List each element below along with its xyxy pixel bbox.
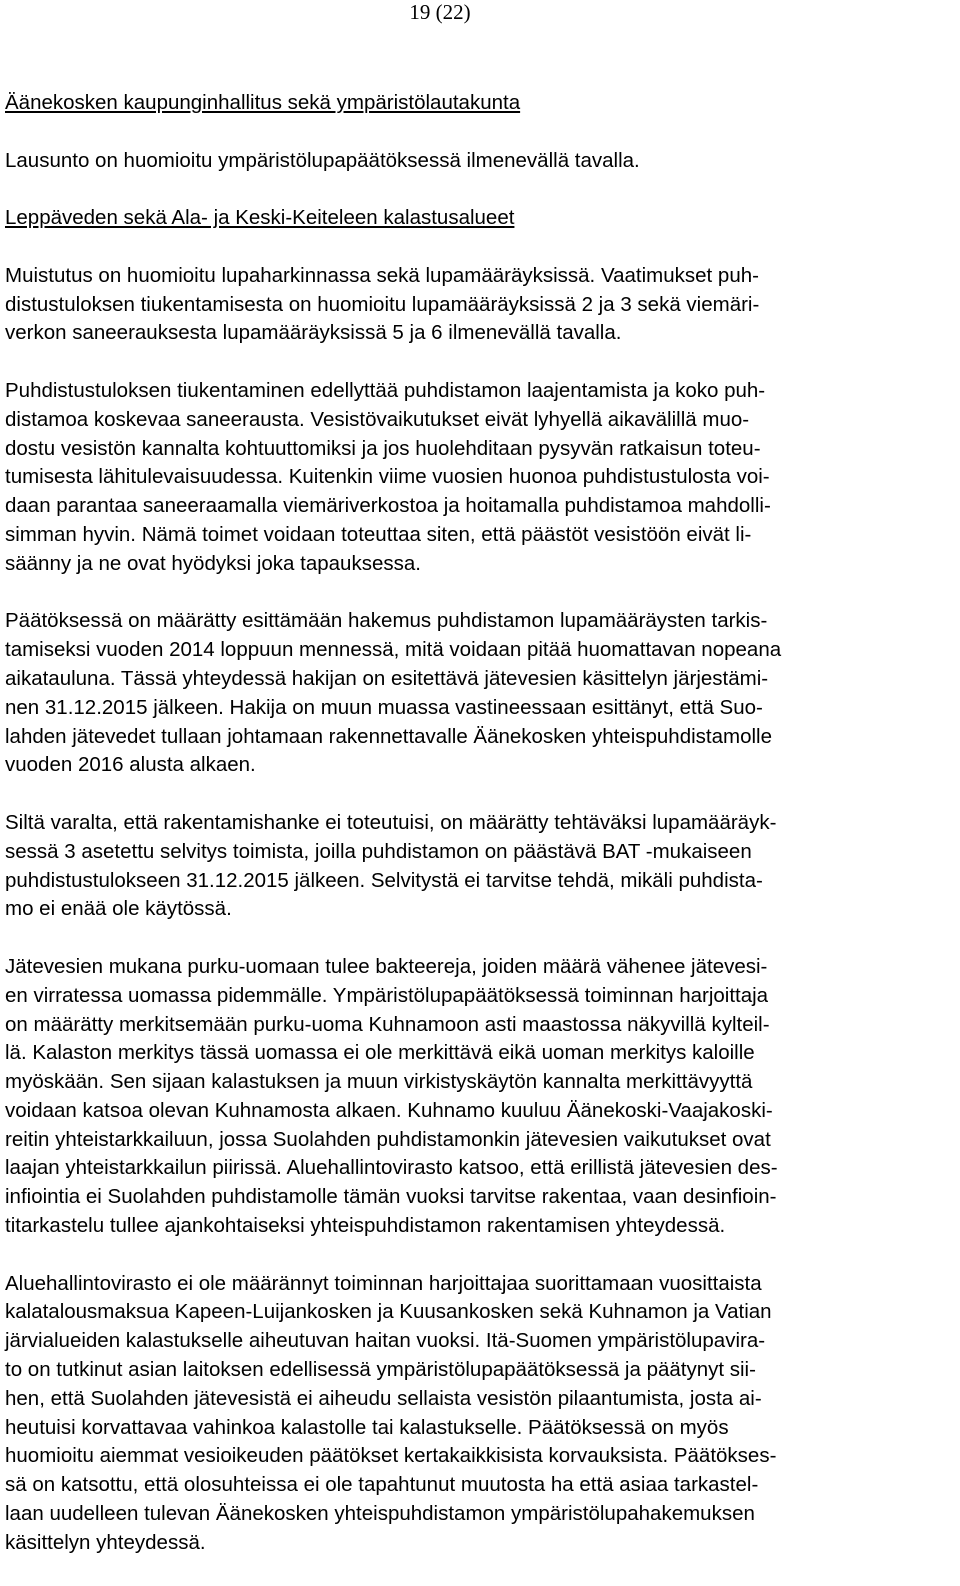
text-line: en virratessa uomassa pidemmälle. Ympäristölupapäätöksessä toiminnan harjoittaja (5, 983, 769, 1007)
text-line: infiointia ei Suolahden puhdistamolle tämän vuoksi tarvitse rakentaa, vaan desinfioin- (5, 1185, 777, 1209)
text-line: hen, että Suolahden jätevesistä ei aiheudu sellaista vesistön pilaantumista, josta ai- (5, 1386, 762, 1410)
text-line: distamoa koskevaa saneerausta. Vesistövaikutukset eivät lyhyellä aikavälillä muo- (5, 407, 750, 431)
text-line: voidaan katsoa olevan Kuhnamosta alkaen. Kuhnamo kuuluu Äänekoski-Vaajakoski- (5, 1098, 773, 1122)
section-heading (5, 204, 960, 233)
text-line: simman hyvin. Nämä toimet voidaan toteuttaa siten, että päästöt vesistöön eivät li- (5, 522, 752, 546)
paragraph (5, 1270, 960, 1558)
text-line: Jätevesien mukana purku-uomaan tulee bakteereja, joiden määrä vähenee jätevesi- (5, 954, 768, 978)
text-line: on määrätty merkitsemään purku-uoma Kuhnamoon asti maastossa näkyvillä kylteil- (5, 1012, 770, 1036)
text-line: käsittelyn yhteydessä. (5, 1530, 206, 1554)
text-line: Puhdistustuloksen tiukentaminen edellyttää puhdistamon laajentamista ja koko puh- (5, 378, 766, 402)
text-line: aikatauluna. Tässä yhteydessä hakijan on esitettävä jätevesien käsittelyn järjestämi- (5, 666, 769, 690)
paragraph (5, 262, 960, 348)
section-heading (5, 89, 960, 118)
text-line: reitin yhteistarkkailuun, jossa Suolahden puhdistamonkin jätevesien vaikutukset ovat (5, 1127, 771, 1151)
text-line: dostu vesistön kannalta kohtuuttomiksi ja jos huolehditaan pysyvän ratkaisun toteu- (5, 436, 761, 460)
paragraph (5, 377, 960, 579)
text-line: mo ei enää ole käytössä. (5, 897, 232, 921)
text-line: distustuloksen tiukentamisesta on huomioitu lupamääräyksissä 2 ja 3 sekä viemäri- (5, 292, 760, 316)
text-line: säänny ja ne ovat hyödyksi joka tapauksessa. (5, 551, 421, 575)
text-line: laajan yhteistarkkailun piirissä. Aluehallintovirasto katsoo, että erillistä jätevesien des- (5, 1156, 778, 1180)
text-line: puhdistustulokseen 31.12.2015 jälkeen. Selvitystä ei tarvitse tehdä, mikäli puhdista- (5, 868, 763, 892)
paragraph (5, 607, 960, 780)
text-line: to on tutkinut asian laitoksen edellisessä ympäristölupapäätöksessä ja päätynyt sii- (5, 1358, 756, 1382)
text-line: daan parantaa saneeraamalla viemäriverkostoa ja hoitamalla puhdistamoa mahdolli- (5, 494, 771, 518)
document-body (5, 89, 960, 1586)
text-line: Aluehallintovirasto ei ole määrännyt toiminnan harjoittajaa suorittamaan vuosittaista (5, 1271, 762, 1295)
text-line: Lausunto on huomioitu ympäristölupapäätöksessä ilmenevällä tavalla. (5, 148, 640, 172)
text-line: sä on katsottu, että olosuhteissa ei ole tapahtunut muutosta ha että asiaa tarkastel- (5, 1473, 759, 1497)
text-line: Leppäveden sekä Ala- ja Keski-Keiteleen kalastusalueet (5, 206, 515, 230)
paragraph (5, 809, 960, 924)
text-line: lä. Kalaston merkitys tässä uomassa ei ole merkittävä eikä uoman merkitys kaloille (5, 1041, 755, 1065)
text-line: laan uudelleen tulevan Äänekosken yhteispuhdistamon ympäristölupahakemuksen (5, 1502, 755, 1526)
text-line: järvialueiden kalastukselle aiheutuvan haitan vuoksi. Itä-Suomen ympäristölupavira- (5, 1329, 766, 1353)
text-line: tumisesta lähitulevaisuudessa. Kuitenkin viime vuosien huonoa puhdistustulosta voi- (5, 465, 770, 489)
text-line: huomioitu aiemmat vesioikeuden päätökset kertakaikkisista korvauksista. Päätökses- (5, 1444, 777, 1468)
text-line: sessä 3 asetettu selvitys toimista, joilla puhdistamon on päästävä BAT -mukaiseen (5, 839, 752, 863)
text-line: lahden jätevedet tullaan johtamaan rakennettavalle Äänekosken yhteispuhdistamolle (5, 724, 772, 748)
text-line: Äänekosken kaupunginhallitus sekä ympäristölautakunta (5, 91, 521, 114)
text-line: Muistutus on huomioitu lupaharkinnassa sekä lupamääräyksissä. Vaatimukset puh- (5, 263, 759, 287)
paragraph (5, 147, 960, 176)
text-line: titarkastelu tullee ajankohtaiseksi yhteispuhdistamon rakentamisen yhteydessä. (5, 1214, 726, 1238)
text-line: nen 31.12.2015 jälkeen. Hakija on muun muassa vastineessaan esittänyt, että Suo- (5, 695, 763, 719)
text-line: Päätöksessä on määrätty esittämään hakemus puhdistamon lupamääräysten tarkis- (5, 609, 768, 633)
text-line: vuoden 2016 alusta alkaen. (5, 753, 256, 777)
page-number: 19 (22) (409, 0, 471, 24)
text-line: tamiseksi vuoden 2014 loppuun mennessä, mitä voidaan pitää huomattavan nopeana (5, 638, 782, 662)
text-line: heutuisi korvattavaa vahinkoa kalastolle tai kalastukselle. Päätöksessä on myös (5, 1415, 729, 1439)
text-line: kalatalousmaksua Kapeen-Luijankosken ja Kuusankosken sekä Kuhnamon ja Vatian (5, 1300, 772, 1324)
paragraph (5, 953, 960, 1241)
text-line: verkon saneerauksesta lupamääräyksissä 5 ja 6 ilmenevällä tavalla. (5, 321, 622, 345)
text-line: Siltä varalta, että rakentamishanke ei toteutuisi, on määrätty tehtäväksi lupamääräyk- (5, 810, 777, 834)
text-line: myöskään. Sen sijaan kalastuksen ja muun virkistyskäytön kannalta merkittävyyttä (5, 1070, 753, 1094)
